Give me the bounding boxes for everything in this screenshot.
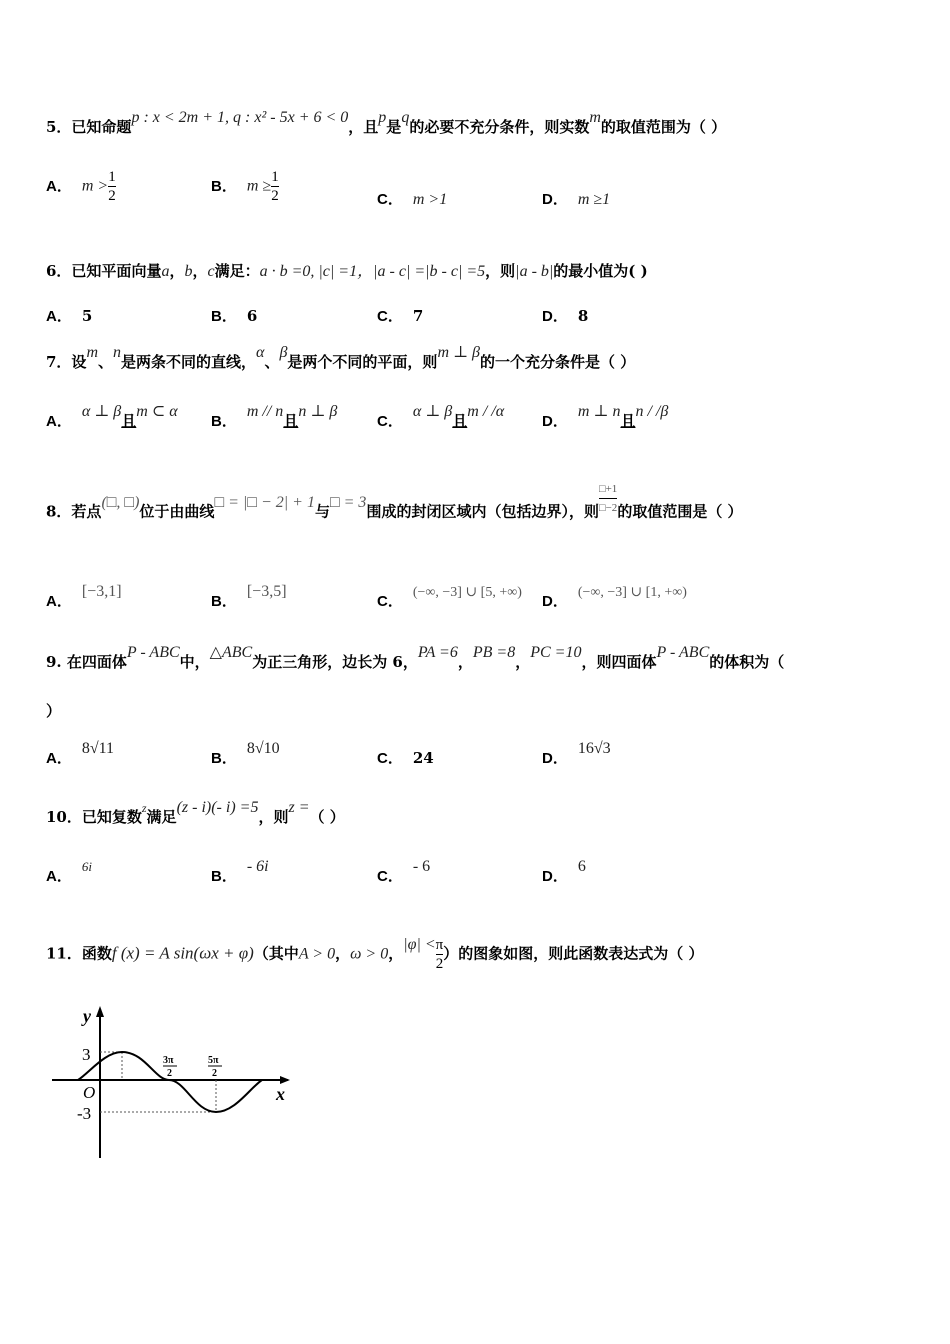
- option-math: 16√3: [577, 740, 611, 757]
- q6-text: 的最小值为( ): [553, 262, 648, 280]
- q6-option-d[interactable]: [542, 305, 588, 326]
- q5-text: 的必要不充分条件，则实数: [409, 118, 590, 136]
- q8-text: 与: [314, 502, 330, 521]
- q9-tetrahedron: P - ABC: [656, 644, 710, 661]
- option-label: B．: [211, 593, 237, 610]
- q8-fraction: [599, 480, 617, 517]
- tick-5pi-2-num: 5π: [208, 1055, 219, 1066]
- option-label: C．: [377, 750, 403, 767]
- min-label: -3: [77, 1104, 92, 1123]
- option-label: A．: [46, 413, 72, 430]
- option-label: D．: [542, 750, 568, 767]
- q11-text: ，: [388, 944, 404, 963]
- q7-text: 是两条不同的直线，: [121, 353, 257, 371]
- option-label: B．: [211, 868, 237, 885]
- option-text: 7: [412, 307, 424, 325]
- option-label: A．: [46, 750, 72, 767]
- denominator: □−2: [598, 502, 618, 514]
- option-label: B．: [211, 308, 237, 325]
- q8-option-b[interactable]: [211, 583, 287, 611]
- q9-pa: PA =6: [417, 644, 458, 661]
- q8-text: 围成的封闭区域内（包括边界），则: [366, 502, 599, 521]
- q6-c: c: [207, 263, 215, 280]
- q10-option-c[interactable]: [377, 858, 431, 886]
- denominator: 2: [435, 956, 444, 972]
- q6-text: ，: [192, 262, 208, 280]
- q10-text: （ ）: [309, 808, 345, 826]
- q8-curve1: □ = |□ − 2| + 1: [214, 493, 315, 511]
- tick-5pi-2-den: 2: [212, 1068, 217, 1079]
- q6-b: b: [184, 263, 193, 280]
- q5-option-c[interactable]: [377, 188, 447, 209]
- q9-text: ）: [46, 702, 62, 720]
- option-and: 且: [283, 412, 299, 430]
- max-label: 3: [82, 1045, 91, 1064]
- q8-option-d[interactable]: [542, 585, 687, 611]
- option-math: - 6i: [246, 858, 269, 875]
- q11-text: ，: [335, 944, 351, 963]
- q5-p: p: [378, 109, 387, 126]
- fraction: [108, 168, 116, 205]
- fraction: [271, 168, 279, 205]
- q9-text: ，: [457, 653, 473, 671]
- q6-text: 满足：: [214, 262, 260, 280]
- q6-text: ，则: [485, 262, 516, 280]
- q8-point: (□, □): [101, 493, 140, 511]
- q11-text: （其中: [253, 944, 299, 963]
- q9-option-a[interactable]: [46, 740, 115, 768]
- option-math: 6i: [81, 859, 92, 874]
- q5-propositions: p : x < 2m + 1, q : x² - 5x + 6 < 0: [131, 109, 349, 126]
- option-label: D．: [542, 191, 568, 208]
- option-math: n ⊥ β: [298, 403, 338, 420]
- q7-option-b[interactable]: [211, 403, 338, 431]
- question-8: [46, 483, 743, 531]
- q7-condition: m ⊥ β: [437, 344, 481, 361]
- option-label: B．: [211, 177, 237, 195]
- option-label: D．: [542, 868, 568, 885]
- q5-option-a[interactable]: [46, 168, 116, 205]
- q7-option-c[interactable]: [377, 403, 505, 431]
- option-math: [−3,5]: [246, 583, 287, 600]
- option-math: (−∞, −3] ∪ [5, +∞): [412, 585, 522, 600]
- q10-z-equals: z =: [288, 799, 310, 816]
- q9-stem: 9. 在四面体: [46, 653, 127, 671]
- q5-m: m: [589, 109, 601, 126]
- x-label: x: [276, 1084, 285, 1104]
- option-math: - 6: [412, 858, 431, 875]
- q7-option-a[interactable]: [46, 403, 178, 431]
- option-and: 且: [121, 412, 137, 430]
- numerator: π: [435, 937, 444, 953]
- option-math: m ⊂ α: [136, 403, 178, 420]
- q6-option-c[interactable]: [377, 305, 423, 326]
- q7-n: n: [113, 344, 122, 361]
- option-math: [−3,1]: [81, 583, 122, 600]
- option-math: n / /β: [635, 403, 669, 420]
- option-text: 8: [577, 307, 589, 325]
- q8-option-c[interactable]: [377, 585, 522, 611]
- question-10: [46, 799, 345, 827]
- q10-option-d[interactable]: [542, 858, 586, 886]
- q6-condition2: |a - c| =|b - c| =5: [373, 263, 486, 280]
- option-label: A．: [46, 308, 72, 325]
- option-label: C．: [377, 308, 403, 325]
- q9-triangle: △ABC: [209, 644, 253, 661]
- q7-text: 的一个充分条件是（ ）: [480, 353, 636, 371]
- option-label: A．: [46, 593, 72, 610]
- q9-option-b[interactable]: [211, 740, 280, 768]
- q9-pb: PB =8: [472, 644, 516, 661]
- option-label: A．: [46, 177, 72, 195]
- tick-3pi-2-den: 2: [167, 1068, 172, 1079]
- q7-stem: 7．设: [46, 353, 87, 371]
- q9-text: ，: [515, 653, 531, 671]
- q11-stem: 11．函数: [46, 944, 112, 963]
- q8-text: 位于由曲线: [139, 502, 215, 521]
- q9-pc: PC =10: [530, 644, 582, 661]
- numerator: 1: [108, 169, 116, 185]
- q11-cond-omega: ω > 0: [350, 945, 389, 963]
- q11-cond-a: A > 0: [298, 945, 336, 963]
- q6-a: a: [161, 263, 170, 280]
- option-math: m ≥: [246, 177, 272, 195]
- q9-option-d[interactable]: [542, 740, 611, 768]
- x-axis-arrow: [280, 1076, 290, 1084]
- question-6: [46, 258, 648, 281]
- option-label: D．: [542, 593, 568, 610]
- q10-equation: (z - i)(- i) =5: [176, 799, 259, 816]
- option-label: D．: [542, 413, 568, 430]
- option-and: 且: [452, 412, 468, 430]
- origin-label: O: [83, 1083, 96, 1102]
- option-math: α ⊥ β: [81, 403, 122, 420]
- question-7: [46, 344, 636, 372]
- q10-z: z: [141, 801, 147, 815]
- option-math: 6: [577, 858, 586, 875]
- sine-graph: [50, 1000, 300, 1160]
- q6-expression: |a - b|: [515, 263, 554, 280]
- q11-text: ）的图象如图，则此函数表达式为（ ）: [443, 944, 704, 963]
- q10-stem: 10．已知复数: [46, 808, 142, 826]
- q5-text: 是: [386, 118, 402, 136]
- y-label: y: [83, 1006, 91, 1026]
- denominator: 2: [271, 188, 279, 204]
- q6-option-b[interactable]: [211, 305, 257, 326]
- q5-option-d[interactable]: [542, 188, 610, 209]
- q5-stem: 5．已知命题: [46, 118, 132, 136]
- tick-3pi-2-num: 3π: [163, 1055, 174, 1066]
- option-text: 24: [412, 749, 434, 767]
- q7-text: 、: [264, 353, 280, 371]
- q9-text: ，则四面体: [581, 653, 657, 671]
- numerator: □+1: [599, 480, 617, 499]
- q10-text: 满足: [146, 808, 177, 826]
- option-and: 且: [620, 412, 636, 430]
- option-math: 8√10: [246, 740, 280, 757]
- question-5: [46, 109, 727, 137]
- option-label: A．: [46, 868, 72, 885]
- option-math: 8√11: [81, 740, 115, 757]
- option-math: m / /α: [467, 403, 505, 420]
- q7-text: 是两个不同的平面，则: [287, 353, 438, 371]
- numerator: 1: [271, 169, 279, 185]
- option-label: C．: [377, 593, 403, 610]
- option-label: D．: [542, 308, 568, 325]
- q7-beta: β: [279, 344, 288, 361]
- q7-alpha: α: [256, 344, 265, 361]
- q10-option-a[interactable]: [46, 859, 92, 886]
- option-label: C．: [377, 868, 403, 885]
- q7-m: m: [86, 344, 98, 361]
- y-axis-arrow: [96, 1006, 104, 1017]
- q5-option-b[interactable]: [211, 168, 279, 205]
- q5-text: 的取值范围为（ ）: [600, 118, 727, 136]
- option-math: (−∞, −3] ∪ [1, +∞): [577, 585, 687, 600]
- q11-function: f (x) = A sin(ωx + φ): [111, 943, 254, 963]
- q8-option-a[interactable]: [46, 583, 122, 611]
- q6-text: ，: [169, 262, 185, 280]
- option-math: m >: [81, 177, 109, 195]
- q11-cond-phi: |φ| <: [403, 935, 436, 953]
- q8-text: 的取值范围是（ ）: [617, 502, 743, 521]
- q8-curve2: □ = 3: [329, 493, 367, 511]
- q8-stem: 8．若点: [46, 502, 102, 521]
- q7-option-d[interactable]: [542, 403, 669, 431]
- option-label: B．: [211, 413, 237, 430]
- q6-option-a[interactable]: [46, 305, 92, 326]
- q9-close-paren: [46, 700, 61, 721]
- option-math: α ⊥ β: [412, 403, 453, 420]
- q9-text: 的体积为（: [709, 653, 785, 671]
- option-math: m >1: [412, 191, 448, 208]
- q6-condition: a · b =0, |c| =1，: [259, 263, 374, 280]
- option-text: 5: [81, 307, 93, 325]
- q10-text: ，则: [258, 808, 289, 826]
- question-11: [46, 936, 703, 973]
- q5-text: ，且: [348, 118, 379, 136]
- q10-option-b[interactable]: [211, 858, 269, 886]
- question-9: [46, 644, 785, 672]
- q9-tetrahedron: P - ABC: [126, 644, 180, 661]
- option-text: 6: [246, 307, 258, 325]
- option-math: m ≥1: [577, 191, 611, 208]
- q5-q: q: [401, 109, 410, 126]
- q9-option-c[interactable]: [377, 747, 434, 768]
- option-math: m ⊥ n: [577, 403, 621, 420]
- option-label: B．: [211, 750, 237, 767]
- q9-text: 中，: [179, 653, 210, 671]
- q9-text: 为正三角形，边长为 6，: [252, 653, 418, 671]
- denominator: 2: [108, 188, 116, 204]
- q6-stem: 6．已知平面向量: [46, 262, 162, 280]
- q7-text: 、: [98, 353, 114, 371]
- option-math: m // n: [246, 403, 284, 420]
- option-label: C．: [377, 191, 403, 208]
- option-label: C．: [377, 413, 403, 430]
